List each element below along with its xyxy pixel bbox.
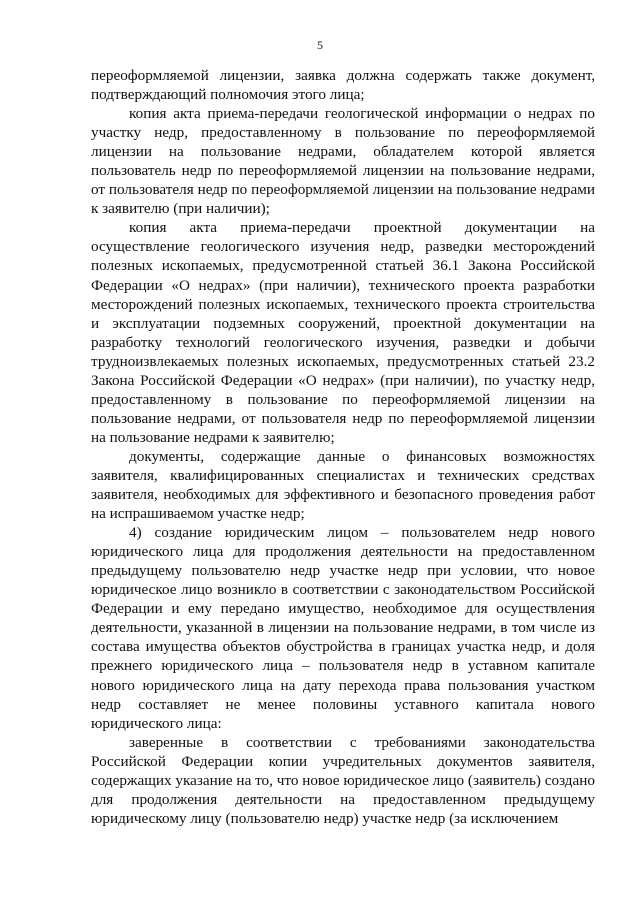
paragraph: 4) создание юридическим лицом – пользователем недр нового юридического лица для продолжения деятельности на предоставленном предыдущему пользователю недр участке недр при условии, что новое юридическое лицо возникло в соответствии с законодательством Российской Федерации и ему передано имущество, необходимое для осуществления деятельности, указанной в лицензии на пользование недрами, в том числе из состава имущества объектов обустройства в границах участка недр, и доля прежнего юридического лица – пользователя недр в уставном капитале нового юридического лица на дату перехода права пользования участком недр составляет не менее половины уставного капитала нового юридического лица: (91, 524, 595, 732)
document-body (91, 66, 595, 828)
paragraph: копия акта приема-передачи проектной документации на осуществление геологического изучения недр, разведки месторождений полезных ископаемых, предусмотренной статьей 36.1 Закона Российской Федерации «О недрах» (при наличии), технического проекта разработки месторождений полезных ископаемых, технического проекта строительства и эксплуатации подземных сооружений, проектной документации на разработку технологий геологического изучения, разведки и добычи трудноизвлекаемых полезных ископаемых, предусмотренных статьей 23.2 Закона Российской Федерации «О недрах» (при наличии), по участку недр, предоставленному в пользование по переоформляемой лицензии на пользование недрами, от пользователя недр по переоформляемой лицензии на пользование недрами к заявителю; (91, 219, 595, 446)
paragraph: документы, содержащие данные о финансовых возможностях заявителя, квалифицированных специалистах и технических средствах заявителя, необходимых для эффективного и безопасного проведения работ на испрашиваемом участке недр; (91, 447, 595, 523)
paragraph: заверенные в соответствии с требованиями законодательства Российской Федерации копии учредительных документов заявителя, содержащих указание на то, что новое юридическое лицо (заявитель) создано для продолжения деятельности на предоставленном предыдущему юридическому лицу (пользователю недр) участке недр (за исключением (91, 733, 595, 827)
paragraph: копия акта приема-передачи геологической информации о недрах по участку недр, предоставленному в пользование по переоформляемой лицензии на пользование недрами, обладателем которой является пользователь недр по переоформляемой лицензии на пользование недрами, от пользователя недр по переоформляемой лицензии на пользование недрами к заявителю (при наличии); (91, 105, 595, 218)
page-number: 5 (317, 38, 323, 52)
paragraph: переоформляемой лицензии, заявка должна содержать также документ, подтверждающий полномочия этого лица; (91, 67, 595, 104)
